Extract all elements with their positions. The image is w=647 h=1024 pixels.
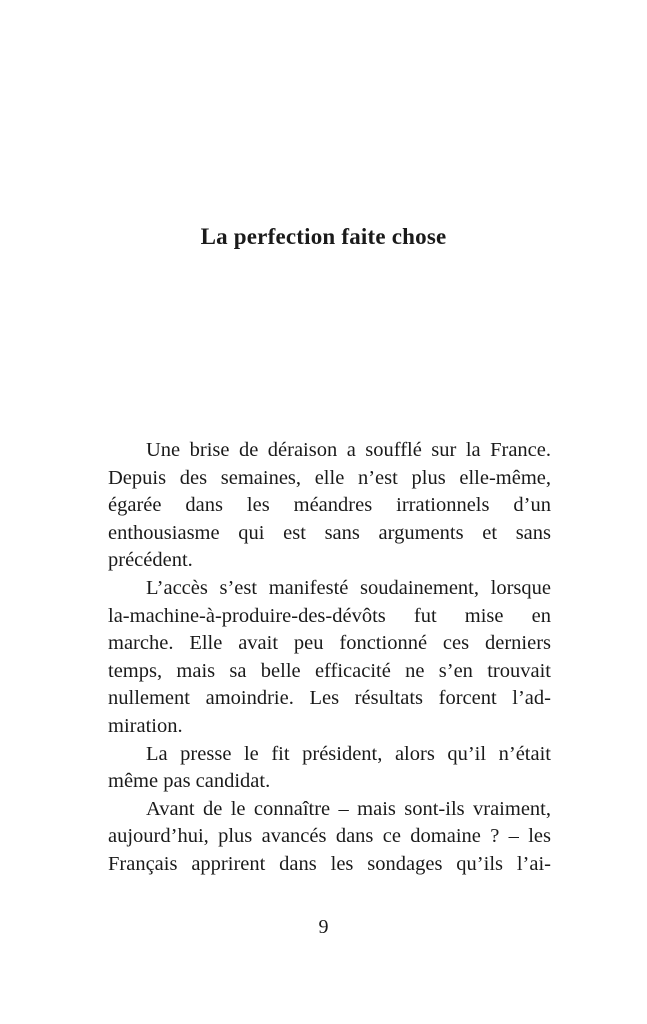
page-number: 9 [318,916,329,938]
text-line: Depuis des semaines, elle n’est plus elle-même, [108,466,551,489]
paragraph [108,437,551,575]
paragraph [108,575,551,741]
text-line: aujourd’hui, plus avancés dans ce domaine ? – les [108,825,551,848]
text-line: marche. Elle avait peu fonctionné ces derniers [108,632,551,655]
text-line: L’accès s’est manifesté soudainement, lorsque [146,576,551,599]
text-line: même pas candidat. [108,770,271,793]
text-line: Français apprirent dans les sondages qu’ils l’ai- [108,852,551,875]
paragraph [108,741,551,796]
text-line: temps, mais sa belle efficacité ne s’en trouvait [108,659,551,682]
text-line: miration. [108,714,183,737]
text-line: nullement amoindrie. Les résultats forcent l’ad- [108,687,551,710]
text-line: Une brise de déraison a soufflé sur la France. [146,439,551,461]
text-line: précédent. [108,549,193,572]
paragraph [108,796,551,879]
text-line: La presse le fit président, alors qu’il n’était [146,742,551,765]
text-line: la-machine-à-produire-des-dévôts fut mise en [108,604,551,627]
chapter-title: La perfection faite chose [200,224,447,249]
body-text [108,437,551,879]
text-line: égarée dans les méandres irrationnels d’un [108,494,551,517]
text-line: enthousiasme qui est sans arguments et sans [108,521,551,544]
text-line: Avant de le connaître – mais sont-ils vraiment, [146,797,551,820]
